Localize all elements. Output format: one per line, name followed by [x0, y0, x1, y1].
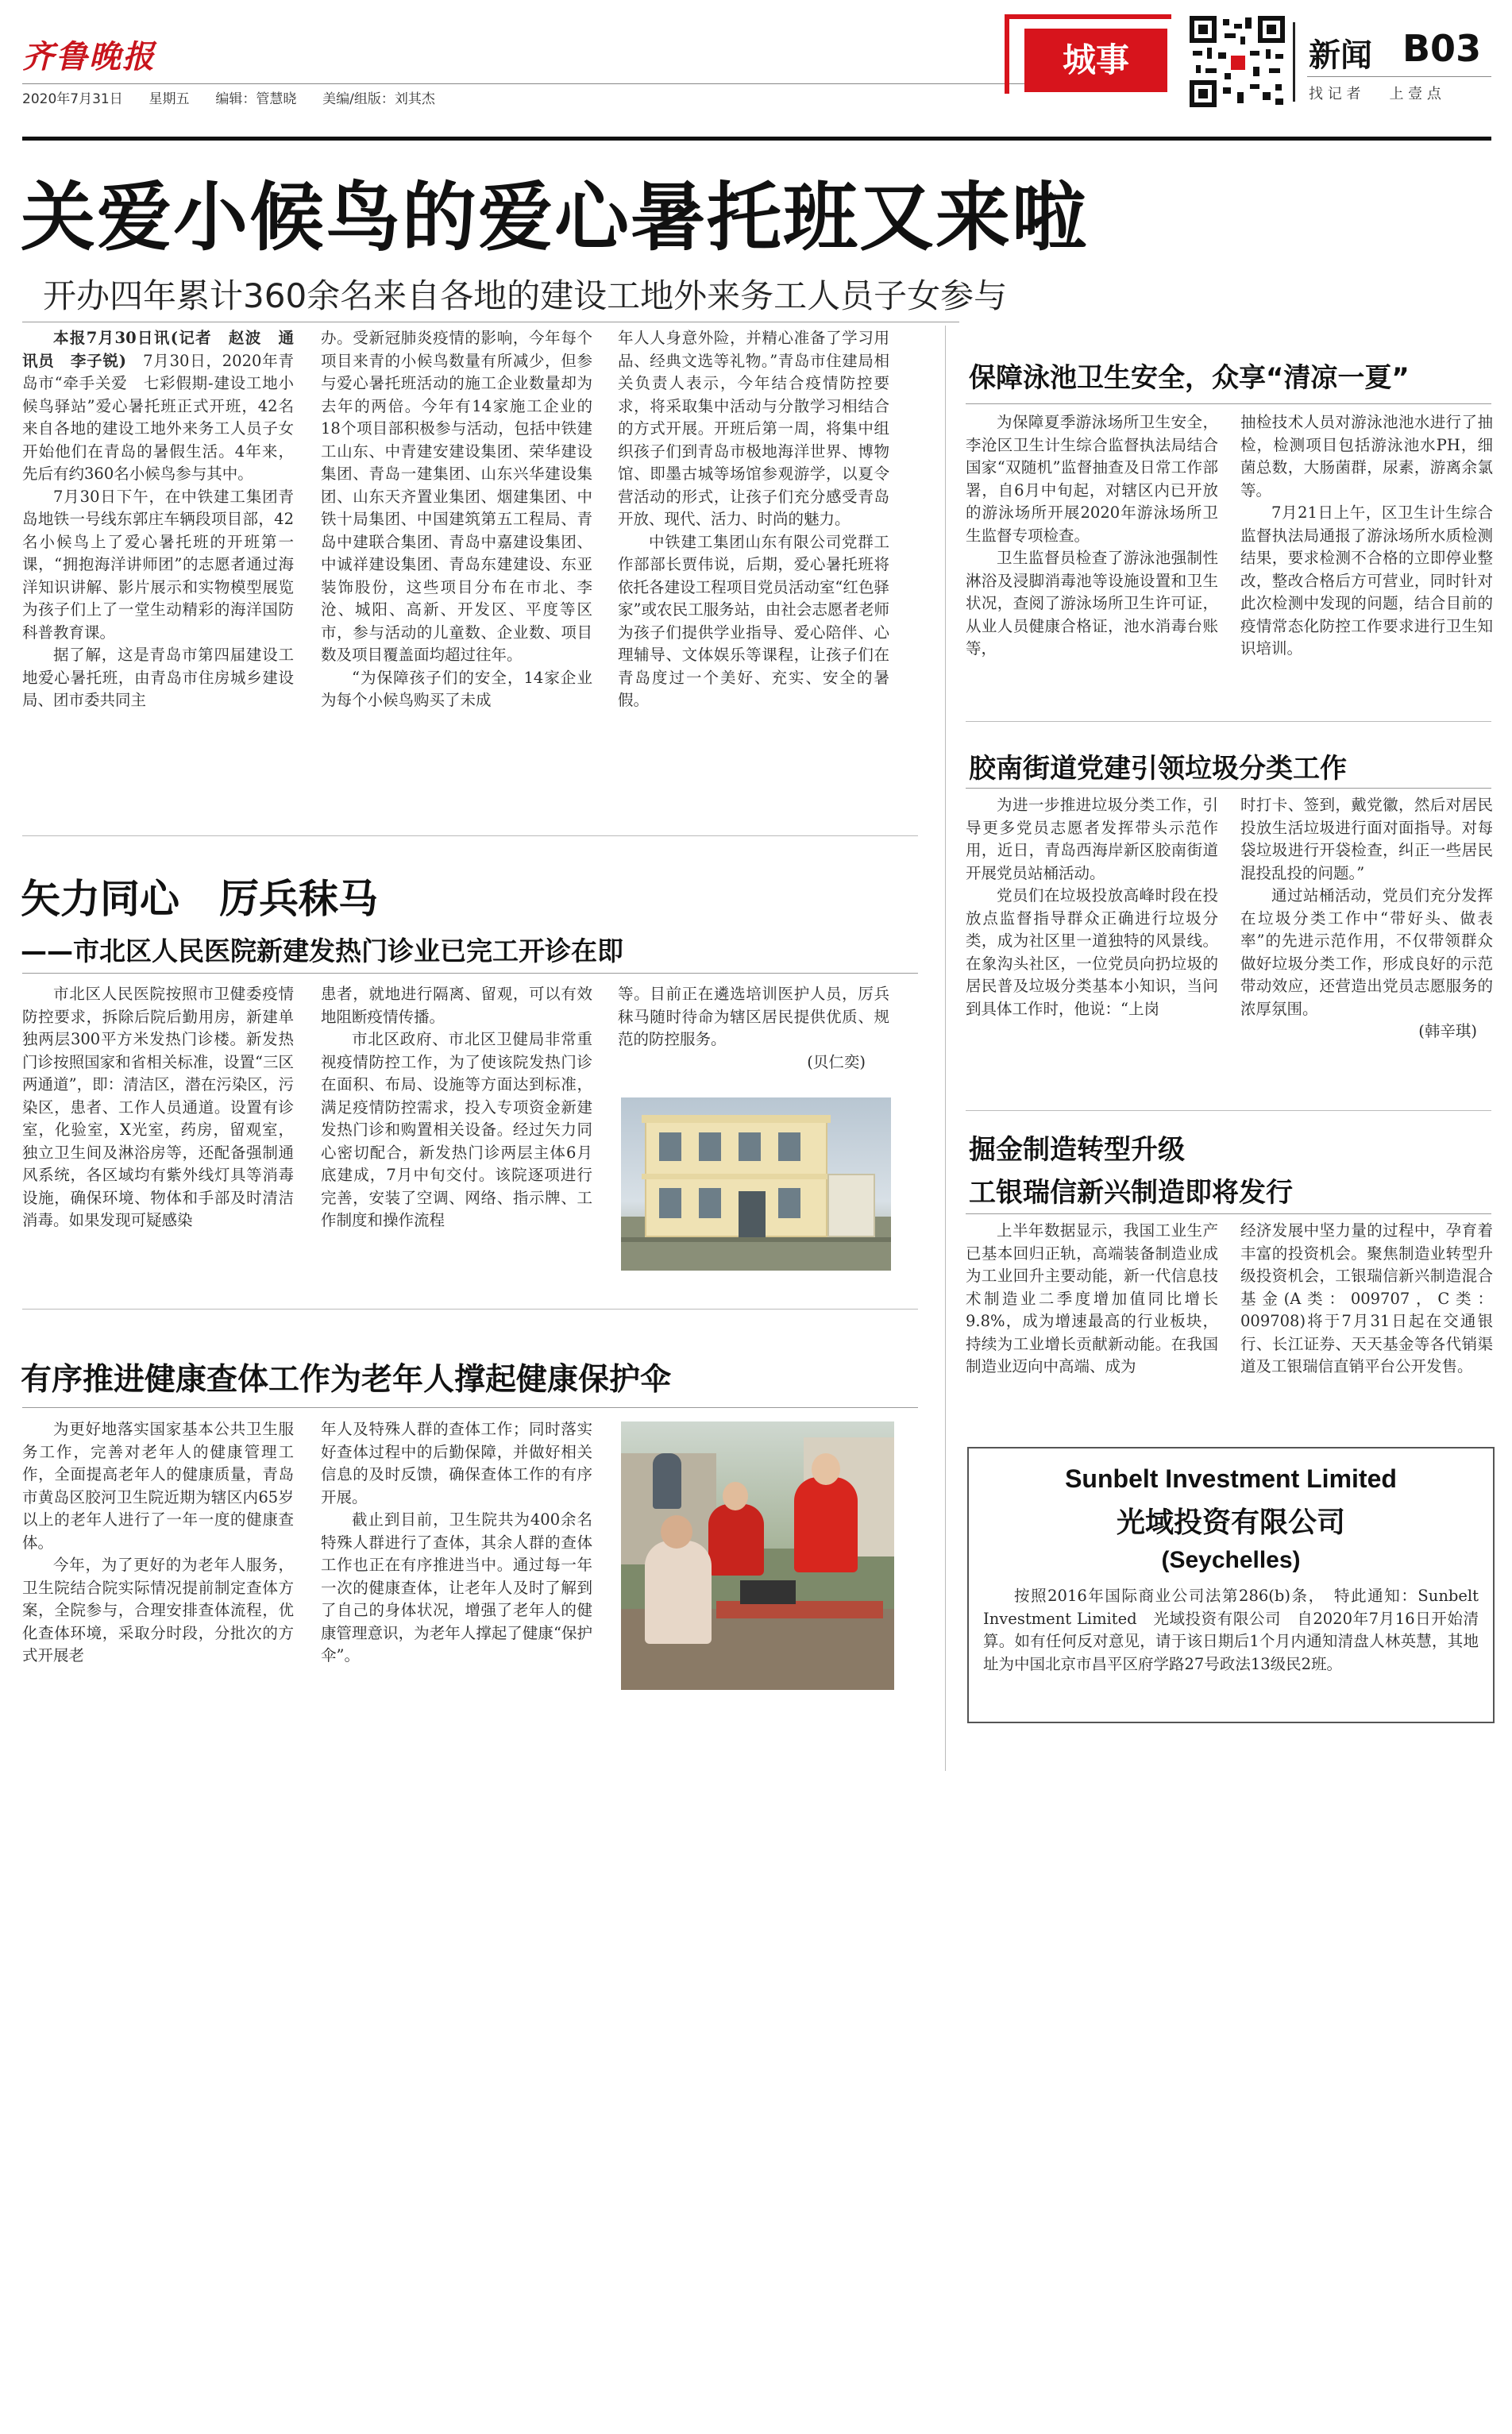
lead-subheadline: 开办四年累计360余名来自各地的建设工地外来务工人员子女参与 [43, 276, 1008, 315]
garbage-column-2 [1240, 794, 1493, 1043]
lead-column-3 [618, 327, 889, 712]
page-slogan: 找 记 者 上 壹 点 [1309, 86, 1441, 102]
newspaper-logo: 齐鲁晚报 [22, 38, 156, 75]
page-code-rule [1307, 76, 1491, 77]
pool-column-1 [966, 411, 1218, 661]
pool-paragraph: 7月21日上午，区卫生计生综合监督执法局通报了游泳场所水质检测结果，要求检测不合格的立即停业整改，整改合格后方可营业，同时针对此次检测中发现的问题，结合目前的疫情常态化防控工作要求进行卫生知识培训。 [1240, 503, 1493, 658]
checkup-paragraph: 年人及特殊人群的查体工作；同时落实好查体过程中的后勤保障，并做好相关信息的及时反馈，确保查体工作的有序开展。 [321, 1420, 592, 1506]
garbage-top-rule [966, 721, 1491, 722]
page-number: B03 [1402, 27, 1482, 70]
editor-credit: 编辑：管慧晓 [215, 91, 297, 107]
qr-center-logo [1229, 54, 1247, 71]
fund-paragraph: 上半年数据显示，我国工业生产已基本回归正轨，高端装备制造业成为工业回升主要动能，新一代信息技术制造业二季度增加值同比增长9.8%，成为增速最高的行业板块，持续为工业增长贡献新动能。在我国制造业迈向中高端、成为 [966, 1221, 1218, 1375]
fund-top-rule [966, 1110, 1491, 1111]
garbage-paragraph: 通过站桶活动，党员们充分发挥在垃圾分类工作中“带好头、做表率”的先进示范作用，不仅带领群众做好垃圾分类工作，形成良好的示范带动效应，还营造出党员志愿服务的浓厚氛围。 [1240, 886, 1493, 1018]
hospital-top-rule [22, 835, 918, 836]
notice-region: (Seychelles) [1161, 1547, 1301, 1573]
garbage-paragraph: 为进一步推进垃圾分类工作，引导更多党员志愿者发挥带头示范作用，近日，青岛西海岸新区胶南街道开展党员站桶活动。 [966, 796, 1218, 882]
lead-column-2 [321, 327, 592, 712]
checkup-column-2 [321, 1418, 592, 1668]
checkup-paragraph: 今年，为了更好的为老年人服务，卫生院结合院实际情况提前制定查体方案，全院参与，合理安排查体流程，优化查体环境，采取分时段，分批次的方式开展老 [22, 1556, 294, 1664]
lead-paragraph: “为保障孩子们的安全，14家企业为每个小候鸟购买了未成 [321, 668, 592, 709]
hospital-column-2 [321, 983, 592, 1232]
checkup-headline-rule [22, 1407, 918, 1408]
pool-headline-rule [966, 403, 1491, 404]
hospital-paragraph: 等。目前正在遴选培训医护人员，厉兵秣马随时待命为辖区居民提供优质、规范的防控服务。 [618, 985, 889, 1048]
hospital-column-1 [22, 983, 294, 1232]
hospital-subheadline: ——市北区人民医院新建发热门诊业已完工开诊在即 [21, 935, 623, 966]
fund-column-1 [966, 1220, 1218, 1379]
section-badge [1024, 29, 1167, 92]
garbage-paragraph: 时打卡、签到，戴党徽，然后对居民投放生活垃圾进行面对面指导。对每袋垃圾进行开袋检查，纠正一些居民混投乱投的问题。” [1240, 796, 1493, 882]
checkup-paragraph: 为更好地落实国家基本公共卫生服务工作，完善对老年人的健康管理工作，全面提高老年人的健康质量，青岛市黄岛区胶河卫生院近期为辖区内65岁以上的老年人进行了一年一度的健康查体。 [22, 1420, 294, 1552]
health-checkup-photo [621, 1421, 894, 1690]
issue-weekday: 星期五 [148, 91, 190, 107]
garbage-headline: 胶南街道党建引领垃圾分类工作 [969, 753, 1347, 785]
checkup-headline: 有序推进健康查体工作为老年人撑起健康保护伞 [21, 1362, 672, 1398]
checkup-column-1 [22, 1418, 294, 1668]
fund-paragraph: 经济发展中坚力量的过程中，孕育着丰富的投资机会。聚焦制造业转型升级投资机会，工银瑞信新兴制造混合基金(A类：009707，C类：009708)将于7月31日起在交通银行、长江证券、天天基金等各代销渠道及工银瑞信直销平台公开发售。 [1240, 1221, 1493, 1375]
garbage-column-1 [966, 794, 1218, 1020]
qr-code [1190, 16, 1285, 107]
lead-paragraph: 据了解，这是青岛市第四届建设工地爱心暑托班，由青岛市住房城乡建设局、团市委共同主 [22, 646, 294, 709]
hospital-paragraph: 市北区政府、市北区卫健局非常重视疫情防控工作，为了使该院发热门诊在面积、布局、设施等方面达到标准，满足疫情防控需求，投入专项资金新建发热门诊和购置相关设备。经过矢力同心密切配合，新发热门诊两层主体6月底建成，7月中旬交付。该院逐项进行完善，安装了空调、网络、指示牌、工作制度和操作流程 [321, 1030, 592, 1229]
issue-date: 2020年7月31日 [22, 91, 123, 107]
fund-headline-rule [966, 1213, 1491, 1214]
lead-paragraph: 7月30日下午，在中铁建工集团青岛地铁一号线东郭庄车辆段项目部，42名小候鸟上了爱心暑托班的开班第一课，“拥抱海洋讲师团”的志愿者通过海洋知识讲解、影片展示和实物模型展览为孩子们上了一堂生动精彩的海洋国防科普教育课。 [22, 487, 294, 642]
lead-paragraph: 年人人身意外险，并精心准备了学习用品、经典文选等礼物。”青岛市住建局相关负责人表示，今年结合疫情防控要求，将采取集中活动与分散学习相结合的方式开展。开班后第一周，将集中组织孩子们到青岛市极地海洋世界、博物馆、即墨古城等场馆参观游学，以夏令营活动的形式，让孩子们充分感受青岛开放、现代、活力、时尚的魅力。 [618, 329, 889, 528]
notice-title-cn: 光域投资有限公司 [1116, 1506, 1345, 1539]
pool-paragraph: 为保障夏季游泳场所卫生安全，李沧区卫生计生综合监督执法局结合国家“双随机”监督抽查及日常工作部署，自6月中旬起，对辖区内已开放的游泳场所开展2020年游泳场所卫生监督专项检查。 [966, 413, 1218, 545]
masthead-vertical-rule [1293, 22, 1295, 102]
masthead-info [22, 87, 435, 107]
page-category: 新闻 [1309, 37, 1372, 74]
checkup-top-rule [22, 1309, 918, 1310]
garbage-paragraph: 党员们在垃圾投放高峰时段在投放点监督指导群众正确进行垃圾分类，成为社区里一道独特的风景线。在象沟头社区，一位党员向扔垃圾的居民普及垃圾分类基本小知识，当问到具体工作时，他说：“上岗 [966, 886, 1218, 1018]
lead-paragraph: 办。受新冠肺炎疫情的影响，今年每个项目来青的小候鸟数量有所减少，但参与爱心暑托班活动的施工企业数量却为去年的两倍。今年有14家施工企业的18个项目部积极参与活动，包括中铁建工山东、中青建安建设集团、荣华建设集团、青岛一建集团、山东兴华建设集团、山东天齐置业集团、烟建集团、中铁十局集团、中国建筑第五工程局、青岛中建联合集团、青岛中嘉建设集团、中诚祥建设集团、青岛东建建设、东亚装饰股份，这些项目分布在市北、李沧、城阳、高新、开发区、平度等区市，参与活动的儿童数、企业数、项目数及项目覆盖面均超过往年。 [321, 329, 592, 664]
hospital-paragraph: 患者，就地进行隔离、留观，可以有效地阻断疫情传播。 [321, 985, 592, 1026]
pool-column-2 [1240, 411, 1493, 661]
garbage-author: (韩辛琪) [1418, 1022, 1477, 1040]
pool-paragraph: 抽检技术人员对游泳池池水进行了抽检，检测项目包括游泳池水PH，细菌总数，大肠菌群，尿素，游离余氯等。 [1240, 413, 1493, 500]
notice-title-en: Sunbelt Investment Limited [1065, 1464, 1397, 1493]
fund-column-2 [1240, 1220, 1493, 1379]
masthead-thin-rule [22, 83, 1031, 84]
checkup-paragraph: 截止到目前，卫生院共为400余名特殊人群进行了查体，其余人群的查体工作也正在有序推进当中。通过每一年一次的健康查体，让老年人及时了解到了自己的身体状况，增强了老年人的健康管理意识，为老年人撑起了健康“保护伞”。 [321, 1510, 592, 1664]
hospital-building-photo [621, 1097, 891, 1271]
lead-paragraph: 中铁建工集团山东有限公司党群工作部部长贾伟说，后期，爱心暑托班将依托各建设工程项目党员活动室“红色驿家”或农民工服务站，由社会志愿者老师为孩子们提供学业指导、爱心陪伴、心理辅导、文体娱乐等课程，让孩子们在青岛度过一个美好、充实、安全的暑假。 [618, 532, 889, 709]
pool-headline: 保障泳池卫生安全，众享“清凉一夏” [969, 362, 1410, 394]
liquidation-notice-box [967, 1447, 1495, 1723]
designer-credit: 美编/组版：刘其杰 [322, 91, 435, 107]
fund-headline-2: 工银瑞信新兴制造即将发行 [969, 1177, 1293, 1209]
notice-body: 按照2016年国际商业公司法第286(b)条， 特此通知：Sunbelt Investment Limited 光域投资有限公司 自2020年7月16日开始清算。如有任何反对意见，请于该日期后1个月内通知清盘人林英慧，其地址为中国北京市昌平区府学路27号政法13级民2班。 [983, 1587, 1479, 1673]
hospital-author: (贝仁奕) [807, 1052, 866, 1071]
hospital-column-3 [618, 983, 889, 1074]
lead-paragraph: 7月30日，2020年青岛市“牵手关爱 七彩假期-建设工地小候鸟驿站”爱心暑托班正式开班，42名来自各地的建设工地外来务工人员子女开始他们在青岛的暑假生活。4年来，先后有约360名小候鸟参与其中。 [22, 351, 294, 483]
hospital-subhead-rule [22, 973, 918, 974]
lead-headline: 关爱小候鸟的爱心暑托班又来啦 [21, 175, 1089, 261]
hospital-paragraph: 市北区人民医院按照市卫健委疫情防控要求，拆除后院后勤用房，新建单独两层300平方米发热门诊楼。新发热门诊按照国家和省相关标准，设置“三区两通道”，即：清洁区，潜在污染区，污染区，患者、工作人员通道。设置有诊室，化验室，X光室，药房，留观室，独立卫生间及淋浴房等，还配备强制通风系统，各区域均有紫外线灯具等消毒设施，确保环境、物体和手部及时清洁消毒。如果发现可疑感染 [22, 985, 294, 1229]
section-vertical-rule [945, 326, 946, 1771]
lead-column-1 [22, 327, 294, 712]
masthead-thick-rule [22, 137, 1491, 141]
section-badge-label: 城事 [1062, 41, 1129, 79]
lead-byline: 本报7月30日讯(记者 赵波 通讯员 李子锐) [22, 329, 294, 370]
hospital-headline: 矢力同心 厉兵秣马 [21, 876, 378, 922]
pool-paragraph: 卫生监督员检查了游泳池强制性淋浴及浸脚消毒池等设施设置和卫生状况，查阅了游泳场所卫生许可证，从业人员健康合格证，池水消毒台账等， [966, 549, 1218, 658]
garbage-headline-rule [966, 788, 1491, 789]
fund-headline-1: 掘金制造转型升级 [969, 1134, 1185, 1166]
